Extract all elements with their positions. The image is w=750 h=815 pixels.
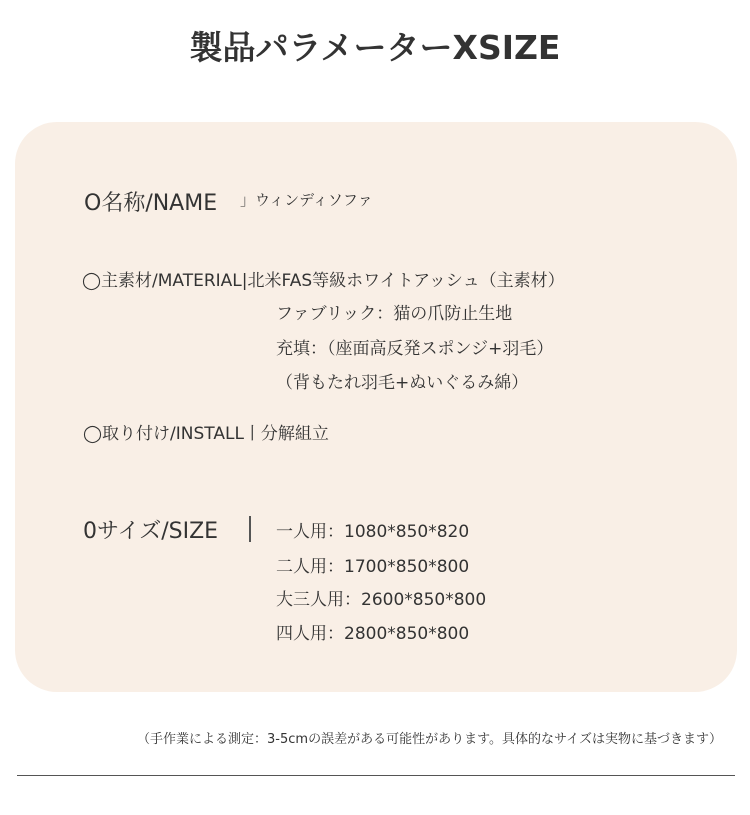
size-row-single: 一人用：1080*850*820 [276, 522, 470, 542]
size-row-large-triple: 大三人用：2600*850*800 [276, 590, 487, 610]
material-label: ◯主素材/MATERIAL|北米FAS等級ホワイトアッシュ（主素材） [82, 271, 565, 291]
name-value: 」ウィンディソファ [240, 191, 373, 209]
material-line-filling: 充填：（座面高反発スポンジ+羽毛） [276, 339, 554, 359]
bottom-divider [17, 775, 735, 776]
install-text: ◯取り付け/INSTALL丨分解組立 [83, 424, 329, 444]
size-divider [249, 516, 251, 542]
size-row-quad: 四人用：2800*850*800 [276, 624, 470, 644]
size-row-double: 二人用：1700*850*800 [276, 557, 470, 577]
page-title: 製品パラメーターXSIZE [189, 28, 561, 67]
material-line-back: （背もたれ羽毛+ぬいぐるみ綿） [276, 373, 529, 393]
material-line-fabric: ファブリック：猫の爪防止生地 [276, 304, 513, 324]
name-label: O名称/NAME [84, 191, 218, 216]
size-label: 0サイズ/SIZE [83, 519, 219, 544]
measurement-note: （手作業による測定：3-5cmの誤差がある可能性があります。具体的なサイズは実物に基づきます） [137, 732, 722, 747]
